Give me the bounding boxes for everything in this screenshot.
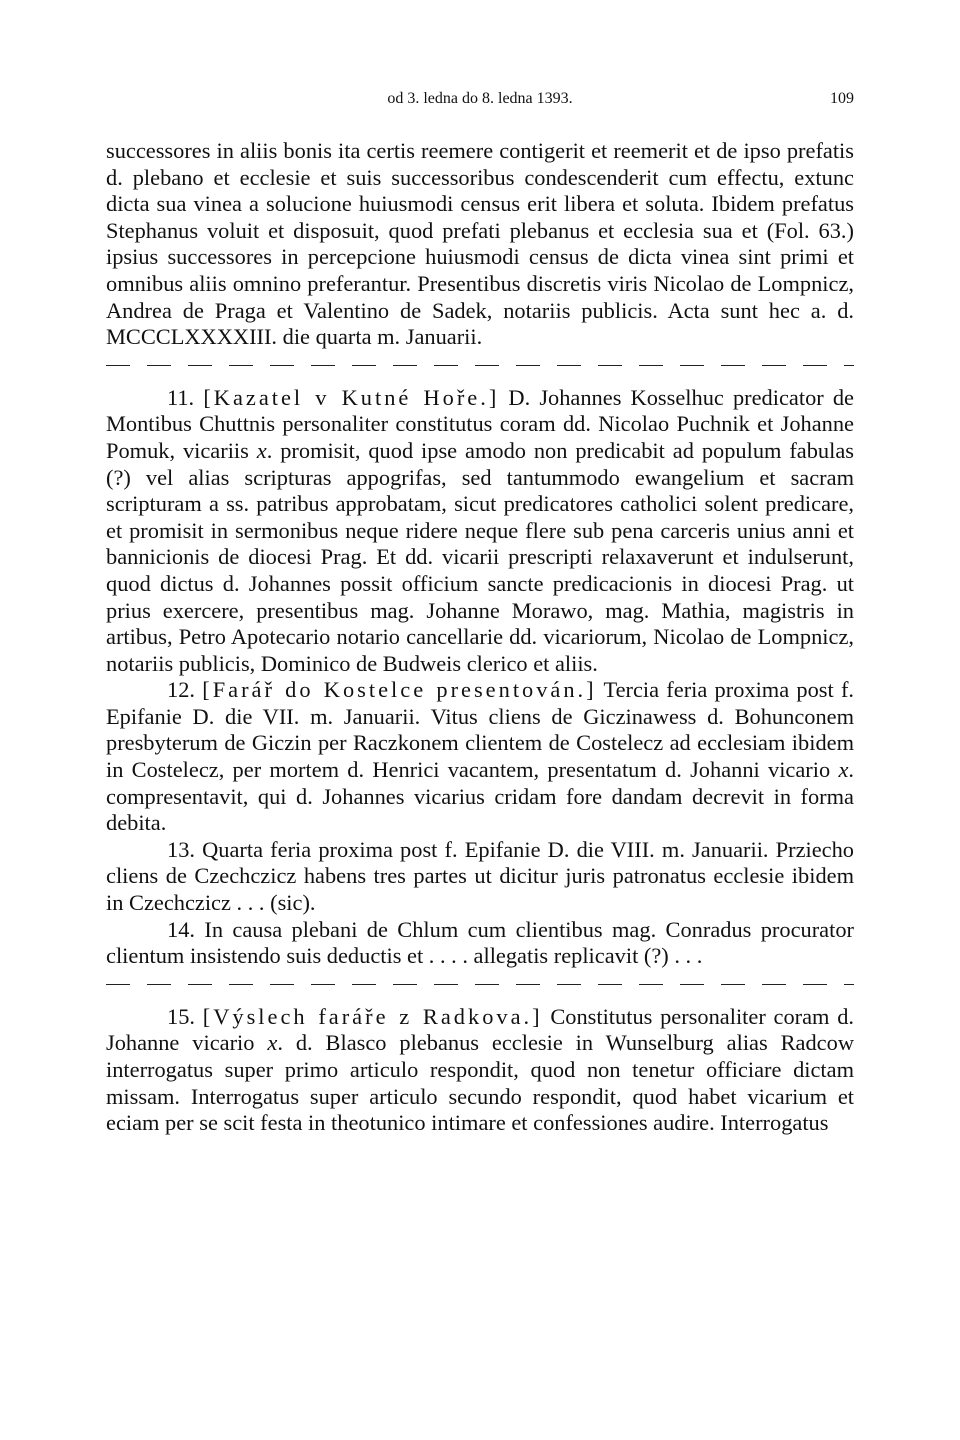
- entry-14: [106, 917, 854, 970]
- entry-text: In causa plebani de Chlum cum clientibus mag. Conradus procurator clientum insistendo suis deductis et . . . . allegatis replicavit (?) . . .: [106, 916, 854, 969]
- abbreviation-mark: x: [256, 437, 267, 463]
- entry-number: 14.: [167, 916, 195, 942]
- entry-text: Constitutus personaliter coram d. Johanne vicario: [106, 1003, 854, 1056]
- entry-text: . promisit, quod ipse amodo non predicabit ad populum fabulas (?) vel alias scripturas appogrifas, sed tantummodo ewangelium et sacram scripturam a ss. patribus approbatam, sicut predicatores catholici solent predicare, et promisit in sermonibus neque ridere neque flere sub pena carceris unius anni et bannicionis de diocesi Prag. Et dd. vicarii prescripti relaxaverunt et indulserunt, quod dictus d. Johannes possit officium sancte predicacionis in diocesi Prag. ut prius exercere, presentibus mag. Johanne Morawo, mag. Mathia, magistris in artibus, Petro Apotecario notario cancellarie dd. vicariorum, Nicolao de Lompnicz, notariis publicis, Dominico de Budweis clerico et aliis.: [106, 437, 854, 676]
- entry-text: D. Johannes Kosselhuc predicator de Montibus Chuttnis personaliter constitutus coram dd. Nicolao Puchnik et Johanne Pomuk, vicariis: [106, 384, 854, 463]
- entry-11: [106, 385, 854, 678]
- entry-heading: [Výslech faráře z Radkova.]: [202, 1003, 543, 1029]
- entry-number: 15.: [167, 1003, 195, 1029]
- running-head: od 3. ledna do 8. ledna 1393.: [387, 90, 573, 107]
- entry-number: 13.: [167, 836, 195, 862]
- entry-text: Tercia feria proxima post f. Epifanie D. die VII. m. Januarii. Vitus cliens de Giczinawess d. Bohunconem presbyterum de Giczin per Raczkonem clientem de Costelecz ad ecclesiam ibidem in Costelecz, per mortem d. Henrici vacantem, presentatum d. Johanni vicario: [106, 677, 855, 783]
- page-header: [106, 86, 854, 116]
- entry-12: [106, 677, 854, 837]
- entry-heading: [Farář do Kostelce presentován.]: [202, 677, 597, 703]
- entry-heading: [Kazatel v Kutné Hoře.]: [203, 384, 500, 410]
- paragraph-continuation: successores in aliis bonis ita certis reemere contigerit et reemerit et de ipso prefatis d. plebano et ecclesie et suis successoribus condescenderit cum effectu, extunc dicta sua vinea a solucione huiusmodi census erit libera et soluta. Ibidem prefatus Stephanus voluit et disposuit, quod prefati plebanus et ecclesia sua et (Fol. 63.) ipsius successores in percepcione huiusmodi census de dicta vinea sint primi et omnibus aliis omnino preferantur. Presentibus discretis viris Nicolao de Lompnicz, Andrea de Praga et Valentino de Sadek, notariis publicis. Acta sunt hec a. d. MCCCLXXXXIII. die quarta m. Januarii.: [106, 138, 854, 350]
- entry-number: 12.: [167, 677, 195, 703]
- page-number: 109: [830, 90, 854, 107]
- entry-text: . compresentavit, qui d. Johannes vicarius cridam fore dandam decrevit in forma debita.: [106, 757, 854, 836]
- document-page: [106, 86, 854, 1137]
- entry-15: [106, 1004, 854, 1137]
- entry-text: Quarta feria proxima post f. Epifanie D. die VIII. m. Januarii. Prziecho cliens de Czechczicz habens tres partes ut dicitur juris patronatus ecclesie ibidem in Czechczicz . . . (sic).: [106, 836, 854, 916]
- abbreviation-mark: x: [267, 1030, 278, 1056]
- section-divider: [106, 978, 854, 992]
- entry-number: 11.: [167, 384, 195, 410]
- entry-13: [106, 837, 854, 917]
- entry-text: . d. Blasco plebanus ecclesie in Wunselburg alias Radcow interrogatus super primo articulo respondit, quod non tenetur officiare dictam missam. Interrogatus super articulo secundo respondit, quod habet vicarium et eciam per se scit festa in theotunico intimare et confessiones audire. Interrogatus: [106, 1030, 854, 1136]
- section-divider: [106, 359, 854, 373]
- body-text: [106, 138, 854, 1137]
- abbreviation-mark: x: [838, 757, 849, 783]
